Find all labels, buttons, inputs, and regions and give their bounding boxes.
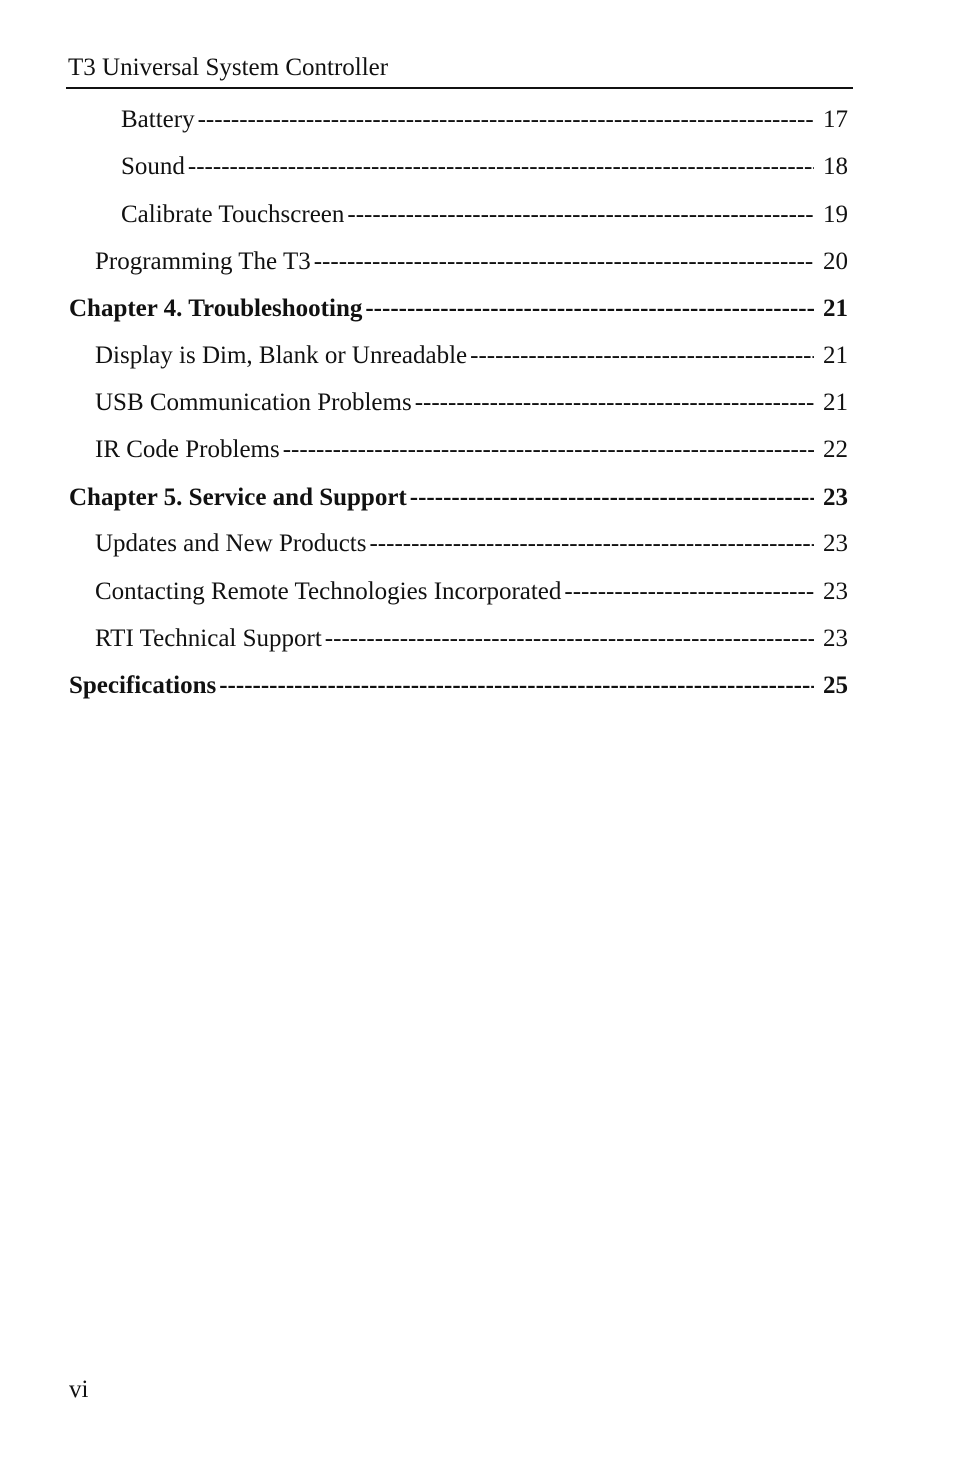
dot-leader bbox=[347, 199, 814, 231]
toc-entry-page: 21 bbox=[823, 389, 848, 416]
toc-entry-technical-support[interactable] bbox=[95, 623, 848, 655]
toc-entry-ir-code-problems[interactable] bbox=[95, 434, 848, 466]
toc-entry-display-dim[interactable] bbox=[95, 340, 848, 372]
toc-entry-page: 23 bbox=[823, 578, 848, 605]
toc-entry-page: 20 bbox=[823, 248, 848, 275]
toc-entry-label: Programming The T3 bbox=[95, 248, 311, 275]
toc-entry-label: Calibrate Touchscreen bbox=[121, 201, 345, 228]
toc-entry-calibrate-touchscreen[interactable] bbox=[121, 199, 848, 231]
toc-entry-label: Updates and New Products bbox=[95, 530, 367, 557]
toc-entry-contacting-rti[interactable] bbox=[95, 576, 848, 608]
dot-leader bbox=[188, 151, 814, 183]
dot-leader bbox=[415, 387, 814, 419]
page-number: vi bbox=[69, 1376, 89, 1403]
toc-entry-sound[interactable] bbox=[121, 151, 848, 183]
toc-entry-page: 18 bbox=[823, 153, 848, 180]
toc-entry-page: 25 bbox=[823, 672, 848, 699]
running-header: T3 Universal System Controller bbox=[68, 54, 389, 81]
toc-entry-chapter-4[interactable] bbox=[69, 293, 848, 325]
toc-entry-label: USB Communication Problems bbox=[95, 389, 412, 416]
toc-entry-label: Contacting Remote Technologies Incorporated bbox=[95, 578, 562, 605]
toc-entry-page: 23 bbox=[823, 530, 848, 557]
toc-entry-chapter-5[interactable] bbox=[69, 482, 848, 514]
toc-entry-label: Sound bbox=[121, 153, 185, 180]
dot-leader bbox=[564, 576, 814, 608]
toc-entry-page: 17 bbox=[823, 106, 848, 133]
toc-entry-page: 19 bbox=[823, 201, 848, 228]
toc-entry-page: 21 bbox=[823, 342, 848, 369]
toc-entry-page: 22 bbox=[823, 436, 848, 463]
toc-entry-page: 23 bbox=[823, 484, 848, 511]
toc-entry-updates[interactable] bbox=[95, 528, 848, 560]
toc-entry-programming[interactable] bbox=[95, 246, 848, 278]
toc-entry-label: Chapter 5. Service and Support bbox=[69, 484, 407, 511]
dot-leader bbox=[365, 293, 814, 325]
dot-leader bbox=[283, 434, 814, 466]
toc-entry-usb-problems[interactable] bbox=[95, 387, 848, 419]
dot-leader bbox=[314, 246, 814, 278]
dot-leader bbox=[369, 528, 814, 560]
dot-leader bbox=[325, 623, 814, 655]
toc-entry-specifications[interactable] bbox=[69, 670, 848, 702]
dot-leader bbox=[219, 670, 814, 702]
toc-entry-label: RTI Technical Support bbox=[95, 625, 322, 652]
toc-entry-label: Display is Dim, Blank or Unreadable bbox=[95, 342, 468, 369]
toc-entry-label: Battery bbox=[121, 106, 195, 133]
toc-entry-label: Specifications bbox=[69, 672, 217, 699]
toc-entry-label: Chapter 4. Troubleshooting bbox=[69, 295, 363, 322]
toc-entry-page: 23 bbox=[823, 625, 848, 652]
table-of-contents bbox=[0, 0, 954, 720]
toc-entry-page: 21 bbox=[823, 295, 848, 322]
dot-leader bbox=[198, 104, 814, 136]
dot-leader bbox=[470, 340, 814, 372]
toc-entry-battery[interactable] bbox=[121, 104, 848, 136]
dot-leader bbox=[410, 482, 814, 514]
toc-entry-label: IR Code Problems bbox=[95, 436, 280, 463]
